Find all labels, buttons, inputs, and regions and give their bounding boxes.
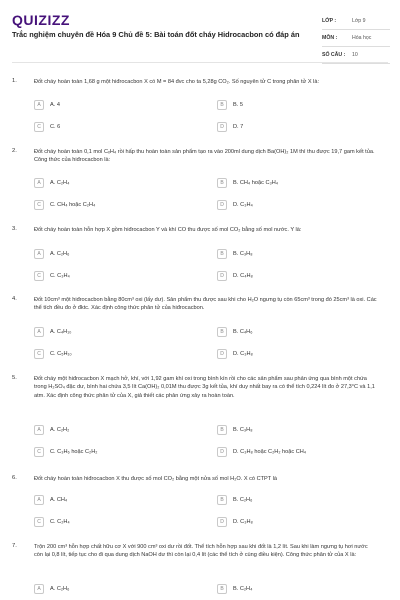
option-text: B. C₃H₈ — [233, 251, 253, 257]
option-letter-box: D — [217, 200, 227, 210]
quizizz-logo: QUIZIZZ — [12, 12, 70, 28]
option-text: A. C₄H₁₀ — [50, 329, 72, 335]
option-text: B. C₂H₄ — [233, 586, 253, 592]
option-a[interactable] — [34, 494, 67, 506]
option-letter-box: C — [34, 349, 44, 359]
header-divider — [12, 62, 388, 63]
option-a[interactable] — [34, 99, 60, 111]
question-text: Đốt 10cm³ một hiđrocacbon bằng 80cm³ oxi (lấy dư). Sản phẩm thu được sau khi cho H₂O ngưng tụ còn 65cm³ trong đó 25cm³ là oxi. Các thể tích đều đo ở đktc. Xác định công thức phân tử của hiđrocacbon. — [34, 297, 377, 312]
option-d[interactable] — [217, 270, 253, 282]
option-a[interactable] — [34, 177, 69, 189]
option-letter-box: C — [34, 447, 44, 457]
option-text: B. C₂H₆ — [233, 497, 253, 503]
option-letter-box: A — [34, 327, 44, 337]
option-a[interactable] — [34, 583, 69, 595]
option-text: D. C₃H₄ — [233, 202, 253, 208]
option-letter-box: A — [34, 584, 44, 594]
option-letter-box: B — [217, 249, 227, 259]
option-c[interactable] — [34, 348, 72, 360]
option-text: C. 6 — [50, 124, 61, 130]
option-c[interactable] — [34, 121, 60, 133]
option-letter-box: D — [217, 447, 227, 457]
question-text: Đốt cháy hoàn toàn hiđrocacbon X thu được số mol CO₂ bằng một nửa số mol H₂O. X có CTPT là — [34, 476, 277, 482]
option-text: C. C₃H₄ — [50, 273, 70, 279]
question-text: Đốt cháy hoàn toàn 1,68 g một hiđrocacbon X có M = 84 đvc cho ta 5,28g CO₂. Số nguyên tử C trong phân tử X là: — [34, 79, 320, 85]
option-letter-box: B — [217, 100, 227, 110]
question-number: 7. — [12, 543, 17, 549]
option-letter-box: D — [217, 517, 227, 527]
question-number: 5. — [12, 375, 17, 381]
option-b[interactable] — [217, 177, 278, 189]
question-text: Đốt cháy hoàn toàn 0,1 mol CₓH₄ rồi hấp thu hoàn toàn sản phẩm tạo ra vào 200ml dung dịch Ba(OH)₂ 1M thì thu được 19,7 gam kết tủa. Công thức của hiđrocacbon là: — [34, 149, 375, 164]
option-letter-box: A — [34, 249, 44, 259]
info-label: LỚP : — [322, 18, 337, 24]
info-value: Lớp 9 — [352, 18, 366, 24]
option-text: B. 5 — [233, 102, 243, 108]
option-text: C. CH₄ hoặc C₂H₄ — [50, 202, 96, 208]
option-letter-box: C — [34, 200, 44, 210]
option-b[interactable] — [217, 424, 253, 436]
option-letter-box: D — [217, 271, 227, 281]
option-letter-box: B — [217, 178, 227, 188]
option-c[interactable] — [34, 446, 97, 458]
question-text: Trộn 200 cm³ hỗn hợp chất hữu cơ X với 900 cm³ oxi dư rồi đốt. Thể tích hỗn hợp sau khi đốt là 1,2 lít. Sau khi làm ngưng tụ hơi nước còn lại 0,8 lít, tiếp tục cho đi qua dung dịch NaOH dư thì còn lại 0,4 lít (các thể tích ở cùng điều kiện). Công thức phân tử của X là: — [34, 544, 368, 559]
option-d[interactable] — [217, 199, 253, 211]
option-text: D. C₃H₈ hoặc C₂H₂ hoặc CH₄ — [233, 449, 307, 455]
info-label: MÔN : — [322, 35, 338, 41]
info-value: Hóa học — [352, 35, 372, 41]
option-c[interactable] — [34, 270, 70, 282]
option-text: A. C₂H₆ — [50, 251, 70, 257]
option-text: D. 7 — [233, 124, 244, 130]
option-letter-box: D — [217, 349, 227, 359]
option-letter-box: C — [34, 517, 44, 527]
option-text: C. C₂H₄ — [50, 519, 70, 525]
option-d[interactable] — [217, 348, 253, 360]
option-letter-box: A — [34, 425, 44, 435]
option-d[interactable] — [217, 446, 306, 458]
document-title: Trắc nghiệm chuyên đề Hóa 9 Chủ đề 5: Bài toán đốt cháy Hidrocacbon có đáp án — [12, 30, 300, 39]
option-letter-box: B — [217, 425, 227, 435]
question-text: Đốt cháy hoàn toàn hỗn hợp X gồm hiđrocacbon Y và khí CO thu được số mol CO₂ bằng số mol nước. Y là: — [34, 227, 302, 233]
option-b[interactable] — [217, 99, 243, 111]
question-number: 1. — [12, 78, 17, 84]
option-text: A. 4 — [50, 102, 60, 108]
option-letter-box: B — [217, 495, 227, 505]
question-number: 3. — [12, 226, 17, 232]
option-text: D. C₃H₈ — [233, 519, 253, 525]
option-c[interactable] — [34, 199, 95, 211]
info-value: 10 — [352, 52, 358, 58]
option-text: A. CH₄ — [50, 497, 68, 503]
option-a[interactable] — [34, 424, 69, 436]
info-label: SỐ CÂU : — [322, 52, 346, 58]
option-text: D. C₄H₈ — [233, 273, 253, 279]
option-letter-box: D — [217, 122, 227, 132]
option-c[interactable] — [34, 516, 70, 528]
option-letter-box: C — [34, 122, 44, 132]
option-letter-box: B — [217, 584, 227, 594]
question-text: Đốt cháy một hiđrocacbon X mạch hở, khí, với 1,92 gam khí oxi trong bình kín rồi cho các sản phẩm sau phản ứng qua bình một chứa trong H₂SO₄ đặc dư, bình hai chứa 3,5 lít Ca(OH)₂ 0,01M thu được 3g kết tủa, khí duy nhất bay ra có thể tích 0,224 lít đo ở 27,3°C và 1,1 atm. Xác định công thức phân tử của X, giả thiết các phản ứng xảy ra hoàn toàn. — [34, 376, 375, 399]
option-a[interactable] — [34, 248, 69, 260]
info-table — [322, 13, 390, 64]
option-letter-box: A — [34, 178, 44, 188]
option-letter-box: A — [34, 495, 44, 505]
option-text: A. C₂H₂ — [50, 427, 70, 433]
option-b[interactable] — [217, 583, 252, 595]
option-letter-box: C — [34, 271, 44, 281]
option-b[interactable] — [217, 248, 253, 260]
option-text: B. CH₄ hoặc C₃H₄ — [233, 180, 279, 186]
option-text: A. C₂H₄ — [50, 180, 70, 186]
option-text: D. C₃H₈ — [233, 351, 253, 357]
option-text: B. C₄H₆ — [233, 329, 253, 335]
option-letter-box: B — [217, 327, 227, 337]
option-b[interactable] — [217, 494, 252, 506]
option-d[interactable] — [217, 516, 253, 528]
option-b[interactable] — [217, 326, 252, 338]
info-row-subject — [322, 30, 390, 47]
question-number: 2. — [12, 148, 17, 154]
info-row-class — [322, 13, 390, 30]
option-d[interactable] — [217, 121, 243, 133]
question-number: 4. — [12, 296, 17, 302]
option-text: C. C₅H₁₀ — [50, 351, 72, 357]
option-text: A. C₂H₆ — [50, 586, 70, 592]
question-number: 6. — [12, 475, 17, 481]
option-a[interactable] — [34, 326, 71, 338]
option-text: B. C₃H₈ — [233, 427, 253, 433]
option-letter-box: A — [34, 100, 44, 110]
option-text: C. C₃H₆ hoặc C₂H₂ — [50, 449, 98, 455]
